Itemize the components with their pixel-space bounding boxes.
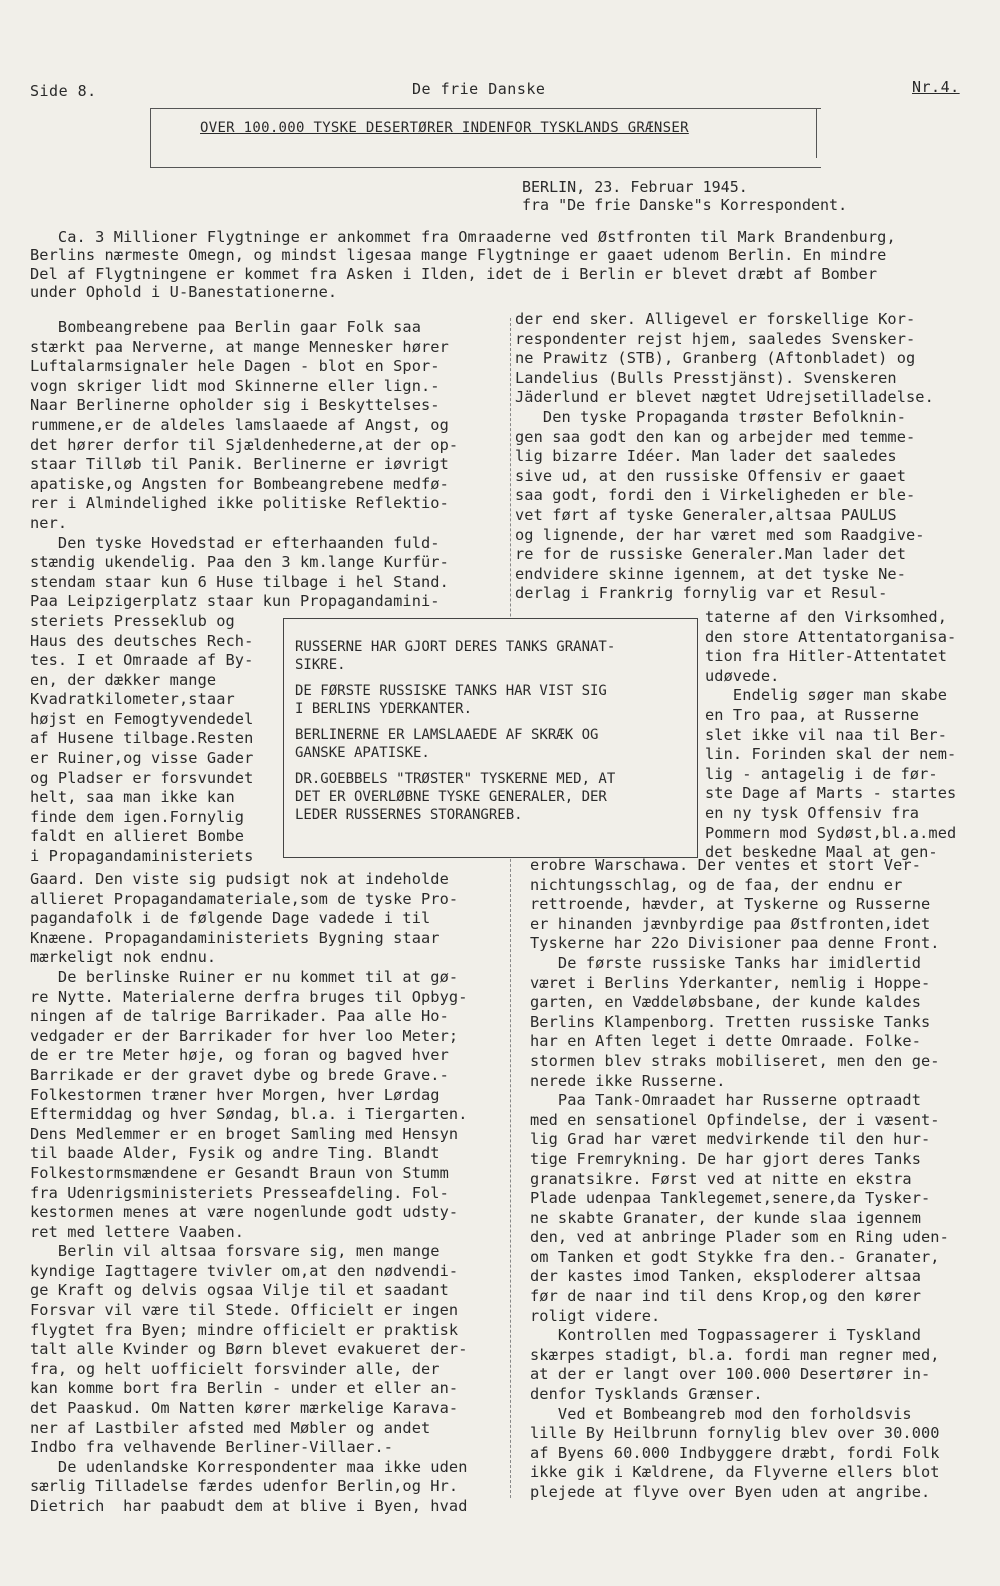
text-line: garten, en Væddeløbsbane, der kunde kaldes <box>530 993 921 1012</box>
text-line: flygtet fra Byen; mindre officielt er praktisk <box>30 1320 459 1339</box>
text-line: Bombeangrebene paa Berlin gaar Folk saa <box>30 318 421 336</box>
text-line: Berlins Klampenborg. Tretten russiske Tanks <box>530 1012 931 1031</box>
text-line: tion fra Hitler-Attentatet <box>705 647 948 666</box>
text-line: rer i Almindelighed ikke politiske Reflektio- <box>30 494 449 513</box>
text-line: lig - antagelig i de før- <box>705 764 938 783</box>
text-line: ningen af de talrige Barrikader. Paa alle Ho- <box>30 1007 449 1026</box>
right-lower-column <box>530 856 980 1503</box>
text-line: Paa Tank-Omraadet har Russerne optraadt <box>530 1091 921 1110</box>
text-line: steriets Presseklub og <box>30 611 235 630</box>
text-line: nichtungsschlag, og de faa, der endnu er <box>530 875 903 894</box>
text-line: Del af Flygtningene er kommet fra Asken i Ilden, idet de i Berlin er blevet dræbt af Bomber <box>30 264 878 283</box>
text-line: denfor Tysklands Grænser. <box>530 1385 763 1404</box>
text-line: ne skabte Granater, der kunde slaa igennem <box>530 1208 921 1227</box>
text-line: der end sker. Alligevel er forskellige Kor- <box>515 310 916 328</box>
text-line: særlig Tilladelse færdes udenfor Berlin,og Hr. <box>30 1477 459 1496</box>
text-line: har en Aften leget i dette Omraade. Folke- <box>530 1032 921 1051</box>
text-line: Folkestormsmændene er Gesandt Braun von Stumm <box>30 1163 449 1182</box>
text-line: det hører derfor til Sjældenhederne,at der op- <box>30 435 459 454</box>
text-line: De udenlandske Korrespondenter maa ikke uden <box>30 1457 468 1476</box>
text-line: Dens Medlemmer er en broget Samling med Hensyn <box>30 1124 459 1143</box>
text-line: mærkeligt nok endnu. <box>30 948 217 967</box>
text-line: Ca. 3 Millioner Flygtninge er ankommet fra Omraaderne ved Østfronten til Mark Brandenburg, <box>30 228 896 246</box>
text-line: lin. Forinden skal der nem- <box>705 745 957 764</box>
text-line: Kvadratkilometer,staar <box>30 690 235 709</box>
text-line: været i Berlins Yderkanter, nemlig i Hoppe- <box>530 973 931 992</box>
text-line: det Paaskud. Om Natten kører mærkelige Karava- <box>30 1399 459 1418</box>
text-line: rettroende, hævder, at Tyskerne og Russerne <box>530 895 931 914</box>
text-line: nerede ikke Russerne. <box>530 1071 726 1090</box>
text-line: højst en Femogtyvendedel <box>30 709 254 728</box>
text-line: roligt videre. <box>530 1306 661 1325</box>
text-line: er Ruiner,og visse Gader <box>30 749 254 768</box>
text-line: det beskedne Maal at gen- <box>705 843 938 862</box>
text-line: er hinanden jævnbyrdige paa Østfronten,idet <box>530 914 931 933</box>
text-line: Folkestormen træner hver Morgen, hver Lørdag <box>30 1085 440 1104</box>
headline: OVER 100.000 TYSKE DESERTØRER INDENFOR TYSKLANDS GRÆNSER <box>200 120 689 136</box>
issue-number: Nr.4. <box>912 78 960 96</box>
text-line: faldt en allieret Bombe <box>30 827 245 846</box>
headline-frame-right <box>816 108 818 158</box>
text-line: udøvede. <box>705 666 780 685</box>
text-line: Gaard. Den viste sig pudsigt nok at indeholde <box>30 870 449 888</box>
text-line: de er tre Meter høje, og foran og bagved hver <box>30 1046 449 1065</box>
headline-frame <box>150 108 821 168</box>
text-line: kan komme bort fra Berlin - under et eller an- <box>30 1379 459 1398</box>
text-line: om Tanken et godt Stykke fra den.- Granater, <box>530 1247 940 1266</box>
text-line: Ved et Bombeangreb mod den forholdsvis <box>530 1404 912 1423</box>
text-line: endvidere skinne igennem, at det tyske Ne- <box>515 564 906 583</box>
text-line: Jäderlund er blevet nægtet Udrejsetilladelse. <box>515 388 934 407</box>
text-line: fra Udenrigsministeriets Presseafdeling. Fol- <box>30 1183 449 1202</box>
text-line: den, ved at anbringe Plader som en Ring uden- <box>530 1228 949 1247</box>
text-line: saa godt, fordi den i Virkeligheden er ble- <box>515 486 916 505</box>
text-line: Pommern mod Sydøst,bl.a.med <box>705 823 957 842</box>
text-line: derlag i Frankrig fornylig var et Resul- <box>515 584 888 603</box>
text-line: Kontrollen med Togpassagerer i Tyskland <box>530 1326 921 1345</box>
text-line: lig Grad har været medvirkende til den hur- <box>530 1130 931 1149</box>
text-line: fra, og helt uofficielt forsvinder alle, der <box>30 1359 440 1378</box>
summary-item: DR.GOEBBELS "TRØSTER" TYSKERNE MED, AT DET ER OVERLØBNE TYSKE GENERALER, DER LEDER RUSSERNES STORANGREB. <box>295 771 616 823</box>
text-line: De berlinske Ruiner er nu kommet til at gø- <box>30 967 459 986</box>
text-line: De første russiske Tanks har imidlertid <box>530 953 921 972</box>
text-line: vogn skriger lidt mod Skinnerne eller lign.- <box>30 376 440 395</box>
page-number: Side 8. <box>30 82 97 100</box>
text-line: ner. <box>30 513 68 532</box>
text-line: ste Dage af Marts - startes <box>705 784 957 803</box>
text-line: Tyskerne har 22o Divisioner paa denne Front. <box>530 934 940 953</box>
text-line: en, der dækker mange <box>30 670 217 689</box>
text-line: Knæene. Propagandaministeriets Bygning staar <box>30 928 440 947</box>
text-line: granatsikre. Først ved at nitte en ekstra <box>530 1169 912 1188</box>
text-line: taterne af den Virksomhed, <box>705 608 948 626</box>
text-line: sive ud, at den russiske Offensiv er gaaet <box>515 466 906 485</box>
text-line: apatiske,og Angsten for Bombeangrebene medfø- <box>30 474 449 493</box>
text-line: re for de russiske Generaler.Man lader det <box>515 545 906 564</box>
text-line: Naar Berlinerne opholder sig i Beskyttelses- <box>30 396 440 415</box>
text-line: finde dem igen.Fornylig <box>30 807 245 826</box>
summary-item: RUSSERNE HAR GJORT DERES TANKS GRANAT- SIKRE. <box>295 639 616 673</box>
dateline-place: BERLIN, 23. Februar 1945. <box>522 178 748 196</box>
text-line: tes. I et Omraade af By- <box>30 651 254 670</box>
text-line: Barrikade er der gravet dybe og brede Grave.- <box>30 1065 449 1084</box>
text-line: og lignende, der har været med som Raadgive- <box>515 525 925 544</box>
dateline <box>522 178 847 214</box>
summary-box-text <box>295 638 690 832</box>
text-line: re Nytte. Materialerne derfra bruges til Opbyg- <box>30 987 468 1006</box>
text-line: med en sensationel Opfindelse, der i væsent- <box>530 1110 940 1129</box>
intro-paragraph <box>30 228 980 302</box>
text-line: pagandafolk i de følgende Dage vadede i til <box>30 909 431 928</box>
summary-item: DE FØRSTE RUSSISKE TANKS HAR VIST SIG I BERLINS YDERKANTER. <box>295 683 607 717</box>
text-line: helt, saa man ikke kan <box>30 788 235 807</box>
text-line: lille By Heilbrunn fornylig blev over 30.000 <box>530 1424 940 1443</box>
text-line: gen saa godt den kan og arbejder med temme- <box>515 427 916 446</box>
text-line: rummene,er de aldeles lamslaaede af Angst, og <box>30 415 449 434</box>
text-line: stormen blev straks mobiliseret, men den ge- <box>530 1051 940 1070</box>
text-line: Berlin vil altsaa forsvare sig, men mange <box>30 1242 440 1261</box>
text-line: stendam staar kun 6 Huse tilbage i hel Stand. <box>30 572 449 591</box>
newspaper-name: De frie Danske <box>412 80 546 98</box>
text-line: Indbo fra velhavende Berliner-Villaer.- <box>30 1438 394 1457</box>
text-line: Plade udenpaa Tanklegemet,senere,da Tysker- <box>530 1189 931 1208</box>
text-line: ge Kraft og delvis ogsaa Vilje til et saadant <box>30 1281 449 1300</box>
text-line: allieret Propagandamateriale,som de tyske Pro- <box>30 889 459 908</box>
right-column <box>515 310 985 604</box>
text-line: plejede at flyve over Byen uden at angribe. <box>530 1483 931 1501</box>
left-lower-column <box>30 870 510 1517</box>
text-line: ner af Lastbiler afsted med Møbler og andet <box>30 1418 431 1437</box>
text-line: vedgader er der Barrikader for hver loo Meter; <box>30 1026 459 1045</box>
text-line: ne Prawitz (STB), Granberg (Aftonbladet) og <box>515 349 916 368</box>
text-line: slet ikke vil naa til Ber- <box>705 725 948 744</box>
text-line: i Propagandaministeriets <box>30 847 254 866</box>
text-line: erobre Warschawa. Der ventes et stort Ver- <box>530 856 921 874</box>
text-line: staar Tilløb til Panik. Berlinerne er iøvrigt <box>30 455 449 474</box>
text-line: Paa Leipzigerplatz staar kun Propagandamini- <box>30 592 440 611</box>
text-line: Haus des deutsches Rech- <box>30 631 254 650</box>
text-line: kyndige Iagttagere tvivler om,at den nødvendi- <box>30 1261 459 1280</box>
text-line: respondenter rejst hjem, saaledes Svensker- <box>515 329 916 348</box>
text-line: stændig ukendelig. Paa den 3 km.lange Kurfür- <box>30 553 449 572</box>
text-line: Eftermiddag og hver Søndag, bl.a. i Tiergarten. <box>30 1105 468 1124</box>
text-line: og Pladser er forsvundet <box>30 768 254 787</box>
text-line: en Tro paa, at Russerne <box>705 705 920 724</box>
text-line: under Ophold i U-Banestationerne. <box>30 283 338 302</box>
text-line: Den tyske Propaganda trøster Befolknin- <box>515 407 906 426</box>
text-line: før de naar ind til dens Krop,og den kører <box>530 1287 921 1306</box>
text-line: Endelig søger man skabe <box>705 686 948 705</box>
text-line: til baade Alder, Fysik og andre Ting. Blandt <box>30 1144 440 1163</box>
text-line: skærpes stadigt, bl.a. fordi man regner med, <box>530 1345 940 1364</box>
text-line: Dietrich har paabudt dem at blive i Byen, hvad <box>30 1497 468 1515</box>
text-line: lig bizarre Idéer. Man lader det saaledes <box>515 447 897 466</box>
text-line: talt alle Kvinder og Børn blevet evakueret der- <box>30 1340 468 1359</box>
text-line: ret med lettere Vaaben. <box>30 1222 245 1241</box>
text-line: der kastes imod Tanken, eksploderer altsaa <box>530 1267 921 1286</box>
text-line: vet ført af tyske Generaler,altsaa PAULUS <box>515 505 897 524</box>
dateline-source: fra "De frie Danske"s Korrespondent. <box>522 196 848 214</box>
text-line: kestormen menes at være nogenlunde godt udsty- <box>30 1203 459 1222</box>
text-line: Den tyske Hovedstad er efterhaanden fuld- <box>30 533 440 552</box>
right-middle-column <box>705 608 985 863</box>
text-line: ikke gik i Kældrene, da Flyverne ellers blot <box>530 1463 940 1482</box>
column-separator <box>510 318 511 1498</box>
summary-item: BERLINERNE ER LAMSLAAEDE AF SKRÆK OG GANSKE APATISKE. <box>295 727 599 761</box>
text-line: den store Attentatorganisa- <box>705 627 957 646</box>
text-line: Landelius (Bulls Presstjänst). Svenskeren <box>515 368 897 387</box>
text-line: Luftalarmsignaler hele Dagen - blot en Spor- <box>30 357 440 376</box>
text-line: at der er langt over 100.000 Desertører in- <box>530 1365 931 1384</box>
text-line: tige Fremrykning. De har gjort deres Tanks <box>530 1149 921 1168</box>
text-line: Berlins nærmeste Omegn, og mindst ligesaa mange Flygtninge er gaaet udenom Berlin. En mindre <box>30 246 887 265</box>
text-line: en ny tysk Offensiv fra <box>705 803 920 822</box>
text-line: stærkt paa Nerverne, at mange Mennesker hører <box>30 337 449 356</box>
text-line: Forsvar vil være til Stede. Officielt er ingen <box>30 1301 459 1320</box>
text-line: af Husene tilbage.Resten <box>30 729 254 748</box>
text-line: af Byens 60.000 Indbyggere dræbt, fordi Folk <box>530 1443 940 1462</box>
